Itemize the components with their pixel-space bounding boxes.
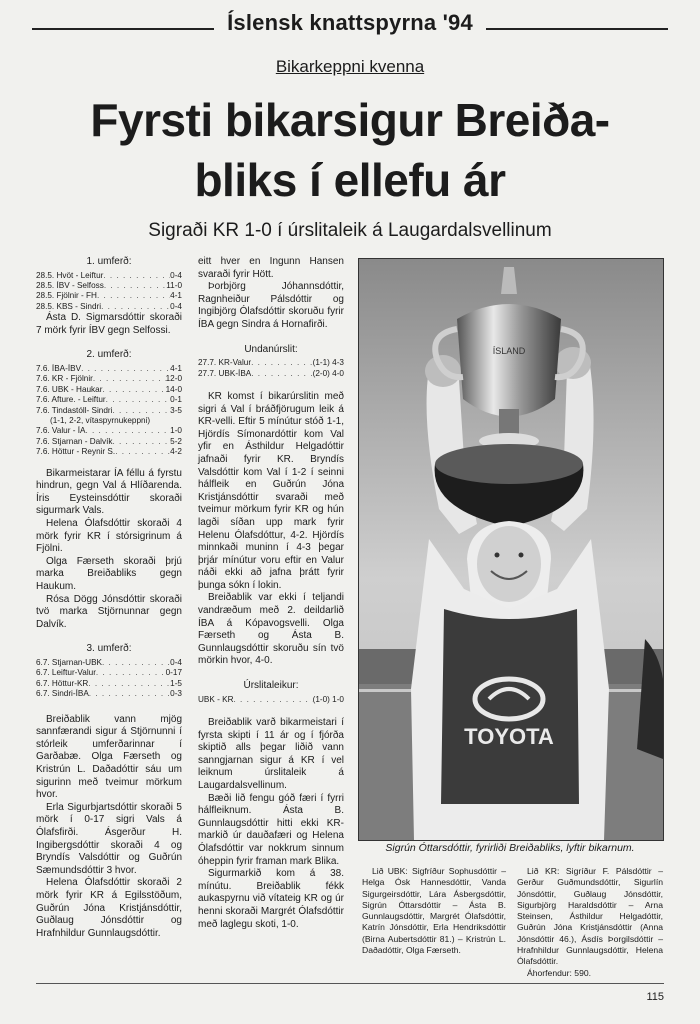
result-row: 6.7. Leiftur-Valur . . . 0-17 bbox=[36, 668, 182, 678]
round-3-results bbox=[36, 658, 182, 700]
result-row: 7.6. Tindastóll- Sindri . . . 3-5 bbox=[36, 406, 182, 416]
round-2-paragraph: Helena Ólafsdóttir skoraði 4 mörk fyrir KR í stórsigrinum á Fjölni. bbox=[36, 518, 182, 555]
trophy-photo-illustration bbox=[359, 259, 663, 840]
result-row: 6.7. Stjarnan-UBK . . . 0-4 bbox=[36, 658, 182, 668]
result-row: 28.5. ÍBV - Selfoss . . . 11-0 bbox=[36, 281, 182, 291]
lineup-kr: Lið KR: Sigríður F. Pálsdóttir – Gerður Guðmundsdóttir, Sigurlín Jónsdóttir, Guðlaug Jónsdóttir, Sigurbjörg Haraldsdóttir – Arna Steinsen, Ásthildur Helgadóttir, Guðrún Jóna Kristjánsdóttir (Anna Jónsdóttir 46.), Ásdís Þorgilsdóttir – Hrafnhildur Gunnlaugsdóttir, Helena Ólafsdóttir. bbox=[517, 866, 663, 967]
photo-caption: Sigrún Óttarsdóttir, fyrirliði Breiðabliks, lyftir bikarnum. bbox=[385, 842, 635, 854]
lineup-column-1 bbox=[362, 866, 506, 956]
result-row: 28.5. Hvöt - Leiftur . . . 0-4 bbox=[36, 271, 182, 281]
result-row: 6.7. Sindri-ÍBA . . . 0-3 bbox=[36, 689, 182, 699]
semifinal-paragraph: KR komst í bikarúrslitin með sigri á Val í bráðfjörugum leik á KR-velli. Eftir 5 mínútur stóð 1-1, Hjördís Símonardóttir kom Val yfir en Ásthildur Helgadóttir jafnaði fyrir KR. Bryndís Valsdóttir kom Val í 1-2 í seinni hálfleik en Guðrún Jóna Kristjánsdóttir svaraði með tveimur mörkum fyrir KR og hún lagði síðan upp mark fyrir Helenu Ólafsdóttur, 4-2. Hjördís minnkaði muninn í 4-3 þegar þrjár mínútur voru eftir en Valur náði ekki að jafna þrátt fyrir þunga sókn í lokin. bbox=[198, 390, 344, 591]
result-row: 27.7. UBK-ÍBA . . . (2-0) 4-0 bbox=[198, 369, 344, 379]
result-note: (1-1, 2-2, vítaspyrnukeppni) bbox=[50, 416, 151, 426]
page-number: 115 bbox=[646, 991, 664, 1003]
result-row: 7.6. Valur - ÍA . . . 1-0 bbox=[36, 426, 182, 436]
round-2-paragraph: Bikarmeistarar ÍA féllu á fyrstu hindrun, gegn Val á Hlíðarenda. Íris Eysteinsdóttir skoraði sigurmark Vals. bbox=[36, 467, 182, 517]
round-2-results bbox=[36, 364, 182, 458]
semifinal-results bbox=[198, 358, 344, 379]
col-2-intro-2: Þorbjörg Jóhannsdóttir, Ragnheiður Pálsdóttir og Ingibjörg Ólafsdóttir skoruðu fyrir ÍBA gegn Sindra á Hornafirði. bbox=[198, 281, 344, 330]
result-row: 27.7. KR-Valur . . . (1-1) 4-3 bbox=[198, 358, 344, 368]
headline-line-2: bliks í ellefu ár bbox=[194, 154, 506, 206]
final-paragraph: Bæði lið fengu góð færi í fyrri hálfleiknum. Ásta B. Gunnlaugsdóttir hitti ekki KR-markið úr dauðafæri og Helena Ólafsdóttir var nokkrum sinnum óheppin fyrir framan mark Blika. bbox=[198, 792, 344, 867]
result-row: 7.6. UBK - Haukar . . . 14-0 bbox=[36, 385, 182, 395]
round-3-title: 3. umferð: bbox=[86, 643, 132, 655]
trophy-photo bbox=[358, 258, 664, 841]
result-row: 7.6. Stjarnan - Dalvík . . . 5-2 bbox=[36, 437, 182, 447]
result-row: 28.5. KBS - Sindri . . . 0-4 bbox=[36, 302, 182, 312]
round-1-results bbox=[36, 271, 182, 313]
col-2-intro: eitt hver en Ingunn Hansen svaraði fyrir Hött. bbox=[198, 256, 344, 280]
column-1 bbox=[36, 256, 182, 940]
semifinal-paragraph: Breiðablik var ekki í teljandi vandræðum með 2. deildarlið ÍBA á Kópavogsvelli. Olga Færseth og Ásta B. Gunnlaugsdóttir skoruðu sín tvö mörkin hvor, 4-0. bbox=[198, 592, 344, 667]
result-row: 7.6. Höttur - Reynir S. . . . 4-2 bbox=[36, 447, 182, 457]
result-row: 7.6. Afture. - Leiftur . . . 0-1 bbox=[36, 395, 182, 405]
round-1-title: 1. umferð: bbox=[86, 256, 132, 267]
result-row: 6.7. Höttur-KR . . . 1-5 bbox=[36, 679, 182, 689]
footer-rule bbox=[36, 983, 664, 984]
subheadline: Sigraði KR 1-0 í úrslitaleik á Laugardalsvellinum bbox=[148, 220, 552, 241]
round-1-text: Ásta D. Sigmarsdóttir skoraði 7 mörk fyrir ÍBV gegn Selfossi. bbox=[36, 312, 182, 336]
lineup-column-2 bbox=[517, 866, 663, 979]
semifinal-title: Undanúrslit: bbox=[244, 343, 298, 355]
header-rule-right bbox=[486, 28, 668, 30]
round-2-paragraph: Olga Færseth skoraði þrjú marka Breiðabliks gegn Haukum. bbox=[36, 555, 182, 592]
final-paragraph: Sigurmarkið kom á 38. mínútu. Breiðablik fékk aukaspyrnu við vítateig KR og úr henni skoraði Margrét Ólafsdóttir með laglegu skoti, 1-0. bbox=[198, 868, 344, 930]
result-row: 28.5. Fjölnir - FH . . . 4-1 bbox=[36, 291, 182, 301]
round-2-title: 2. umferð: bbox=[86, 349, 132, 361]
result-row: 7.6. KR - Fjölnir . . . 12-0 bbox=[36, 374, 182, 384]
column-2 bbox=[198, 256, 344, 931]
result-row: 7.6. ÍBA-ÍBV . . . 4-1 bbox=[36, 364, 182, 374]
final-paragraph: Breiðablik varð bikarmeistari í fyrsta skipti í 11 ár og í fjórða skiptið alls þegar liðið vann sanngjarnan sigur á KR í vel leiknum úrslitaleik á Laugardalsvellinum. bbox=[198, 717, 344, 791]
headline-line-1: Fyrsti bikarsigur Breiða- bbox=[90, 94, 610, 146]
magazine-title: Íslensk knattspyrna '94 bbox=[227, 10, 473, 35]
final-title: Úrslitaleikur: bbox=[243, 680, 299, 692]
round-3-paragraph: Breiðablik vann mjög sannfærandi sigur á Stjörnunni í stórleik umferðarinnar í Garðabæ. Olga Færseth og Kristrún L. Daðadóttir sáu um sigurinn með tveimur mörkum hvor. bbox=[36, 713, 182, 801]
lineup-ubk: Lið UBK: Sigfríður Sophusdóttir – Helga Ósk Hannesdóttir, Vanda Sigurgeirsdóttir, Lára Ásbergsdóttir, Sigrún Óttarsdóttir – Ásta B. Gunnlaugsdóttir, Margrét Ólafsdóttir, Katrín Jónsdóttir, Erla Hendriksdóttir (Birna Aubertsdóttir 81.) – Kristrún L. Daðadóttir, Olga Færseth. bbox=[362, 866, 506, 956]
trophy-engraving: ÍSLAND bbox=[492, 346, 526, 356]
round-3-paragraph: Erla Sigurbjartsdóttir skoraði 5 mörk í 0-17 sigri Vals á Ólafsfirði. Ásgerður H. Ingibergsdóttir skoraði 4 og Bryndís Valsdóttir og Guðrún Sæmundsdóttir 3 hvor. bbox=[36, 801, 182, 876]
section-label: Bikarkeppni kvenna bbox=[275, 57, 425, 76]
round-3-paragraph: Helena Ólafsdóttir skoraði 2 mörk fyrir KR á Egilsstöðum, Guðrún Jóna Kristjánsdóttir, Guðlaug Jónsdóttir og Hrafnhildur Gunnlaugsdóttir. bbox=[36, 877, 182, 939]
attendance: Áhorfendur: 590. bbox=[527, 967, 592, 978]
round-2-paragraph: Rósa Dögg Jónsdóttir skoraði tvö marka Stjörnunnar gegn Dalvík. bbox=[36, 593, 182, 630]
shirt-sponsor-text: TOYOTA bbox=[464, 724, 554, 749]
final-result-row: UBK - KR . . . (1-0) 1-0 bbox=[198, 695, 344, 705]
